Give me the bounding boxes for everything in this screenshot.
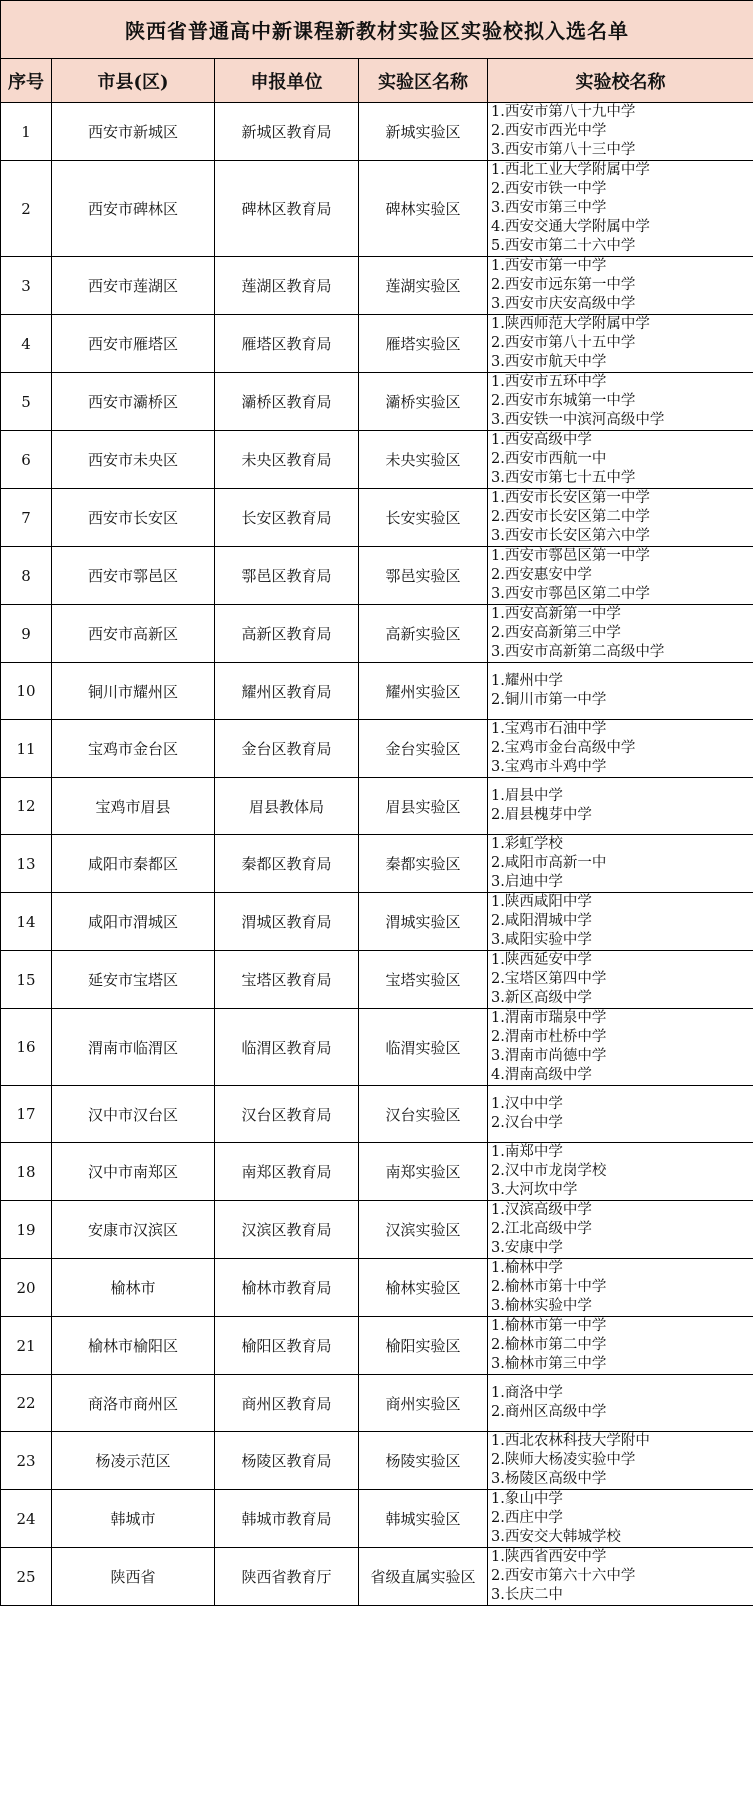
- unit-cell: 金台区教育局: [215, 720, 359, 778]
- row-number: 7: [1, 489, 52, 547]
- schools-cell: [488, 1490, 753, 1548]
- table-row: [1, 161, 753, 257]
- table-row: [1, 1086, 753, 1143]
- school-item: 3.杨陵区高级中学: [491, 1471, 607, 1487]
- unit-cell: 新城区教育局: [215, 103, 359, 161]
- school-item: 1.西安市五环中学: [491, 374, 607, 390]
- unit-cell: 耀州区教育局: [215, 663, 359, 720]
- school-item: 2.铜川市第一中学: [491, 692, 607, 708]
- table-row: [1, 1259, 753, 1317]
- unit-cell: 灞桥区教育局: [215, 373, 359, 431]
- row-number: 24: [1, 1490, 52, 1548]
- zone-cell: 未央实验区: [359, 431, 488, 489]
- school-item: 1.西安市第八十九中学: [491, 104, 636, 120]
- schools-cell: [488, 1143, 753, 1201]
- school-item: 1.南郑中学: [491, 1144, 563, 1160]
- schools-cell: [488, 373, 753, 431]
- table-row: [1, 1009, 753, 1086]
- zone-cell: 耀州实验区: [359, 663, 488, 720]
- school-item: 3.西安交大韩城学校: [491, 1529, 621, 1545]
- city-cell: 榆林市榆阳区: [52, 1317, 215, 1375]
- school-item: 2.渭南市杜桥中学: [491, 1029, 607, 1045]
- schools-cell: [488, 1375, 753, 1432]
- table-row: [1, 1375, 753, 1432]
- table-row: [1, 951, 753, 1009]
- schools-cell: [488, 720, 753, 778]
- row-number: 18: [1, 1143, 52, 1201]
- zone-cell: 眉县实验区: [359, 778, 488, 835]
- table-row: [1, 1317, 753, 1375]
- row-number: 22: [1, 1375, 52, 1432]
- school-item: 1.榆林中学: [491, 1260, 563, 1276]
- table-row: [1, 1490, 753, 1548]
- row-number: 15: [1, 951, 52, 1009]
- city-cell: 陕西省: [52, 1548, 215, 1606]
- school-item: 2.榆林市第十中学: [491, 1279, 607, 1295]
- school-item: 3.榆林市第三中学: [491, 1356, 607, 1372]
- unit-cell: 韩城市教育局: [215, 1490, 359, 1548]
- zone-cell: 渭城实验区: [359, 893, 488, 951]
- table-row: [1, 778, 753, 835]
- table-row: [1, 547, 753, 605]
- row-number: 1: [1, 103, 52, 161]
- school-item: 3.渭南市尚德中学: [491, 1048, 607, 1064]
- unit-cell: 碑林区教育局: [215, 161, 359, 257]
- school-item: 1.西安市鄠邑区第一中学: [491, 548, 650, 564]
- schools-cell: [488, 161, 753, 257]
- table-row: [1, 315, 753, 373]
- city-cell: 咸阳市渭城区: [52, 893, 215, 951]
- school-item: 3.西安市高新第二高级中学: [491, 644, 665, 660]
- schools-cell: [488, 1009, 753, 1086]
- school-item: 1.汉中中学: [491, 1096, 563, 1112]
- school-item: 1.彩虹学校: [491, 836, 563, 852]
- row-number: 6: [1, 431, 52, 489]
- city-cell: 西安市未央区: [52, 431, 215, 489]
- school-item: 1.西安市第一中学: [491, 258, 607, 274]
- unit-cell: 莲湖区教育局: [215, 257, 359, 315]
- school-item: 2.商州区高级中学: [491, 1404, 607, 1420]
- unit-cell: 汉滨区教育局: [215, 1201, 359, 1259]
- school-item: 2.西庄中学: [491, 1510, 563, 1526]
- row-number: 3: [1, 257, 52, 315]
- school-item: 1.渭南市瑞泉中学: [491, 1010, 607, 1026]
- city-cell: 榆林市: [52, 1259, 215, 1317]
- city-cell: 西安市鄠邑区: [52, 547, 215, 605]
- school-item: 3.咸阳实验中学: [491, 932, 592, 948]
- schools-cell: [488, 1259, 753, 1317]
- row-number: 14: [1, 893, 52, 951]
- school-item: 3.西安市庆安高级中学: [491, 296, 636, 312]
- schools-cell: [488, 951, 753, 1009]
- unit-cell: 高新区教育局: [215, 605, 359, 663]
- city-cell: 渭南市临渭区: [52, 1009, 215, 1086]
- schools-cell: [488, 1548, 753, 1606]
- school-item: 1.商洛中学: [491, 1385, 563, 1401]
- school-item: 3.新区高级中学: [491, 990, 592, 1006]
- table-row: [1, 431, 753, 489]
- school-item: 3.西安铁一中滨河高级中学: [491, 412, 665, 428]
- city-cell: 西安市莲湖区: [52, 257, 215, 315]
- unit-cell: 陕西省教育厅: [215, 1548, 359, 1606]
- schools-cell: [488, 893, 753, 951]
- zone-cell: 莲湖实验区: [359, 257, 488, 315]
- schools-cell: [488, 1317, 753, 1375]
- school-item: 1.象山中学: [491, 1491, 563, 1507]
- table-row: [1, 257, 753, 315]
- unit-cell: 榆林市教育局: [215, 1259, 359, 1317]
- city-cell: 杨凌示范区: [52, 1432, 215, 1490]
- unit-cell: 宝塔区教育局: [215, 951, 359, 1009]
- zone-cell: 省级直属实验区: [359, 1548, 488, 1606]
- city-cell: 西安市碑林区: [52, 161, 215, 257]
- school-item: 1.耀州中学: [491, 673, 563, 689]
- table-row: [1, 720, 753, 778]
- table-row: [1, 489, 753, 547]
- row-number: 23: [1, 1432, 52, 1490]
- school-item: 3.榆林实验中学: [491, 1298, 592, 1314]
- school-item: 1.陕西省西安中学: [491, 1549, 607, 1565]
- unit-cell: 秦都区教育局: [215, 835, 359, 893]
- zone-cell: 商州实验区: [359, 1375, 488, 1432]
- school-item: 1.陕西延安中学: [491, 952, 592, 968]
- zone-cell: 鄠邑实验区: [359, 547, 488, 605]
- zone-cell: 雁塔实验区: [359, 315, 488, 373]
- school-item: 3.西安市航天中学: [491, 354, 607, 370]
- school-item: 1.西安市长安区第一中学: [491, 490, 650, 506]
- school-item: 2.西安市第八十五中学: [491, 335, 636, 351]
- school-item: 1.西安高级中学: [491, 432, 592, 448]
- zone-cell: 灞桥实验区: [359, 373, 488, 431]
- header-no: 序号: [1, 59, 52, 103]
- zone-cell: 韩城实验区: [359, 1490, 488, 1548]
- city-cell: 西安市高新区: [52, 605, 215, 663]
- unit-cell: 临渭区教育局: [215, 1009, 359, 1086]
- schools-cell: [488, 778, 753, 835]
- school-item: 3.启迪中学: [491, 874, 563, 890]
- schools-cell: [488, 663, 753, 720]
- school-item: 2.西安高新第三中学: [491, 625, 621, 641]
- city-cell: 延安市宝塔区: [52, 951, 215, 1009]
- zone-cell: 宝塔实验区: [359, 951, 488, 1009]
- city-cell: 安康市汉滨区: [52, 1201, 215, 1259]
- table-row: [1, 103, 753, 161]
- school-item: 2.汉台中学: [491, 1115, 563, 1131]
- row-number: 25: [1, 1548, 52, 1606]
- row-number: 9: [1, 605, 52, 663]
- school-item: 1.宝鸡市石油中学: [491, 721, 607, 737]
- header-zone: 实验区名称: [359, 59, 488, 103]
- city-cell: 汉中市南郑区: [52, 1143, 215, 1201]
- unit-cell: 未央区教育局: [215, 431, 359, 489]
- row-number: 21: [1, 1317, 52, 1375]
- school-item: 2.江北高级中学: [491, 1221, 592, 1237]
- zone-cell: 临渭实验区: [359, 1009, 488, 1086]
- schools-cell: [488, 1201, 753, 1259]
- zone-cell: 碑林实验区: [359, 161, 488, 257]
- table-title: 陕西省普通高中新课程新教材实验区实验校拟入选名单: [1, 1, 753, 59]
- row-number: 19: [1, 1201, 52, 1259]
- school-item: 1.汉滨高级中学: [491, 1202, 592, 1218]
- row-number: 5: [1, 373, 52, 431]
- school-item: 2.西安市铁一中学: [491, 181, 607, 197]
- schools-cell: [488, 257, 753, 315]
- school-item: 1.眉县中学: [491, 788, 563, 804]
- table-row: [1, 373, 753, 431]
- row-number: 8: [1, 547, 52, 605]
- school-item: 2.汉中市龙岗学校: [491, 1163, 607, 1179]
- zone-cell: 长安实验区: [359, 489, 488, 547]
- zone-cell: 秦都实验区: [359, 835, 488, 893]
- schools-cell: [488, 431, 753, 489]
- row-number: 2: [1, 161, 52, 257]
- schools-cell: [488, 835, 753, 893]
- city-cell: 商洛市商州区: [52, 1375, 215, 1432]
- school-item: 2.榆林市第二中学: [491, 1337, 607, 1353]
- table-row: [1, 1201, 753, 1259]
- row-number: 17: [1, 1086, 52, 1143]
- zone-cell: 汉滨实验区: [359, 1201, 488, 1259]
- city-cell: 汉中市汉台区: [52, 1086, 215, 1143]
- school-item: 2.宝塔区第四中学: [491, 971, 607, 987]
- zone-cell: 榆阳实验区: [359, 1317, 488, 1375]
- row-number: 11: [1, 720, 52, 778]
- row-number: 13: [1, 835, 52, 893]
- city-cell: 铜川市耀州区: [52, 663, 215, 720]
- unit-cell: 南郑区教育局: [215, 1143, 359, 1201]
- schools-cell: [488, 547, 753, 605]
- school-item: 3.西安市鄠邑区第二中学: [491, 586, 650, 602]
- school-item: 1.西安高新第一中学: [491, 606, 621, 622]
- city-cell: 西安市新城区: [52, 103, 215, 161]
- school-item: 3.西安市第七十五中学: [491, 470, 636, 486]
- school-item: 2.眉县槐芽中学: [491, 807, 592, 823]
- row-number: 10: [1, 663, 52, 720]
- unit-cell: 商州区教育局: [215, 1375, 359, 1432]
- table-row: [1, 835, 753, 893]
- zone-cell: 榆林实验区: [359, 1259, 488, 1317]
- school-item: 1.西北农林科技大学附中: [491, 1433, 650, 1449]
- city-cell: 西安市长安区: [52, 489, 215, 547]
- unit-cell: 鄠邑区教育局: [215, 547, 359, 605]
- schools-cell: [488, 1432, 753, 1490]
- zone-cell: 汉台实验区: [359, 1086, 488, 1143]
- school-item: 2.咸阳市高新一中: [491, 855, 607, 871]
- school-item: 2.西安惠安中学: [491, 567, 592, 583]
- school-item: 5.西安市第二十六中学: [491, 238, 636, 254]
- zone-cell: 金台实验区: [359, 720, 488, 778]
- unit-cell: 渭城区教育局: [215, 893, 359, 951]
- city-cell: 宝鸡市金台区: [52, 720, 215, 778]
- school-item: 2.西安市长安区第二中学: [491, 509, 650, 525]
- table-row: [1, 605, 753, 663]
- school-item: 3.西安市第八十三中学: [491, 142, 636, 158]
- zone-cell: 南郑实验区: [359, 1143, 488, 1201]
- school-item: 3.大河坎中学: [491, 1182, 578, 1198]
- school-item: 2.陕师大杨凌实验中学: [491, 1452, 636, 1468]
- table-body: [1, 103, 753, 1606]
- row-number: 16: [1, 1009, 52, 1086]
- school-item: 2.西安市西航一中: [491, 451, 607, 467]
- city-cell: 西安市灞桥区: [52, 373, 215, 431]
- school-item: 3.安康中学: [491, 1240, 563, 1256]
- city-cell: 咸阳市秦都区: [52, 835, 215, 893]
- city-cell: 西安市雁塔区: [52, 315, 215, 373]
- zone-cell: 新城实验区: [359, 103, 488, 161]
- school-item: 4.西安交通大学附属中学: [491, 219, 650, 235]
- header-schools: 实验校名称: [488, 59, 753, 103]
- school-item: 2.西安市东城第一中学: [491, 393, 636, 409]
- school-item: 3.宝鸡市斗鸡中学: [491, 759, 607, 775]
- school-item: 2.西安市西光中学: [491, 123, 607, 139]
- school-item: 3.西安市第三中学: [491, 200, 607, 216]
- unit-cell: 雁塔区教育局: [215, 315, 359, 373]
- table-row: [1, 1143, 753, 1201]
- school-item: 2.西安市第六十六中学: [491, 1568, 636, 1584]
- unit-cell: 杨陵区教育局: [215, 1432, 359, 1490]
- unit-cell: 榆阳区教育局: [215, 1317, 359, 1375]
- school-item: 3.长庆二中: [491, 1587, 563, 1603]
- schools-cell: [488, 315, 753, 373]
- header-unit: 申报单位: [215, 59, 359, 103]
- school-item: 2.咸阳渭城中学: [491, 913, 592, 929]
- school-item: 1.陕西咸阳中学: [491, 894, 592, 910]
- row-number: 20: [1, 1259, 52, 1317]
- school-item: 1.西北工业大学附属中学: [491, 162, 650, 178]
- school-item: 2.宝鸡市金台高级中学: [491, 740, 636, 756]
- city-cell: 韩城市: [52, 1490, 215, 1548]
- school-item: 1.陕西师范大学附属中学: [491, 316, 650, 332]
- row-number: 4: [1, 315, 52, 373]
- schools-cell: [488, 489, 753, 547]
- schools-cell: [488, 103, 753, 161]
- schools-cell: [488, 605, 753, 663]
- school-item: 4.渭南高级中学: [491, 1067, 592, 1083]
- header-city: 市县(区): [52, 59, 215, 103]
- row-number: 12: [1, 778, 52, 835]
- unit-cell: 长安区教育局: [215, 489, 359, 547]
- school-item: 2.西安市远东第一中学: [491, 277, 636, 293]
- header-row: [1, 59, 753, 103]
- zone-cell: 高新实验区: [359, 605, 488, 663]
- unit-cell: 眉县教体局: [215, 778, 359, 835]
- table-row: [1, 1548, 753, 1606]
- table-row: [1, 663, 753, 720]
- school-item: 1.榆林市第一中学: [491, 1318, 607, 1334]
- city-cell: 宝鸡市眉县: [52, 778, 215, 835]
- table-row: [1, 1432, 753, 1490]
- table-row: [1, 893, 753, 951]
- schools-cell: [488, 1086, 753, 1143]
- zone-cell: 杨陵实验区: [359, 1432, 488, 1490]
- school-item: 3.西安市长安区第六中学: [491, 528, 650, 544]
- unit-cell: 汉台区教育局: [215, 1086, 359, 1143]
